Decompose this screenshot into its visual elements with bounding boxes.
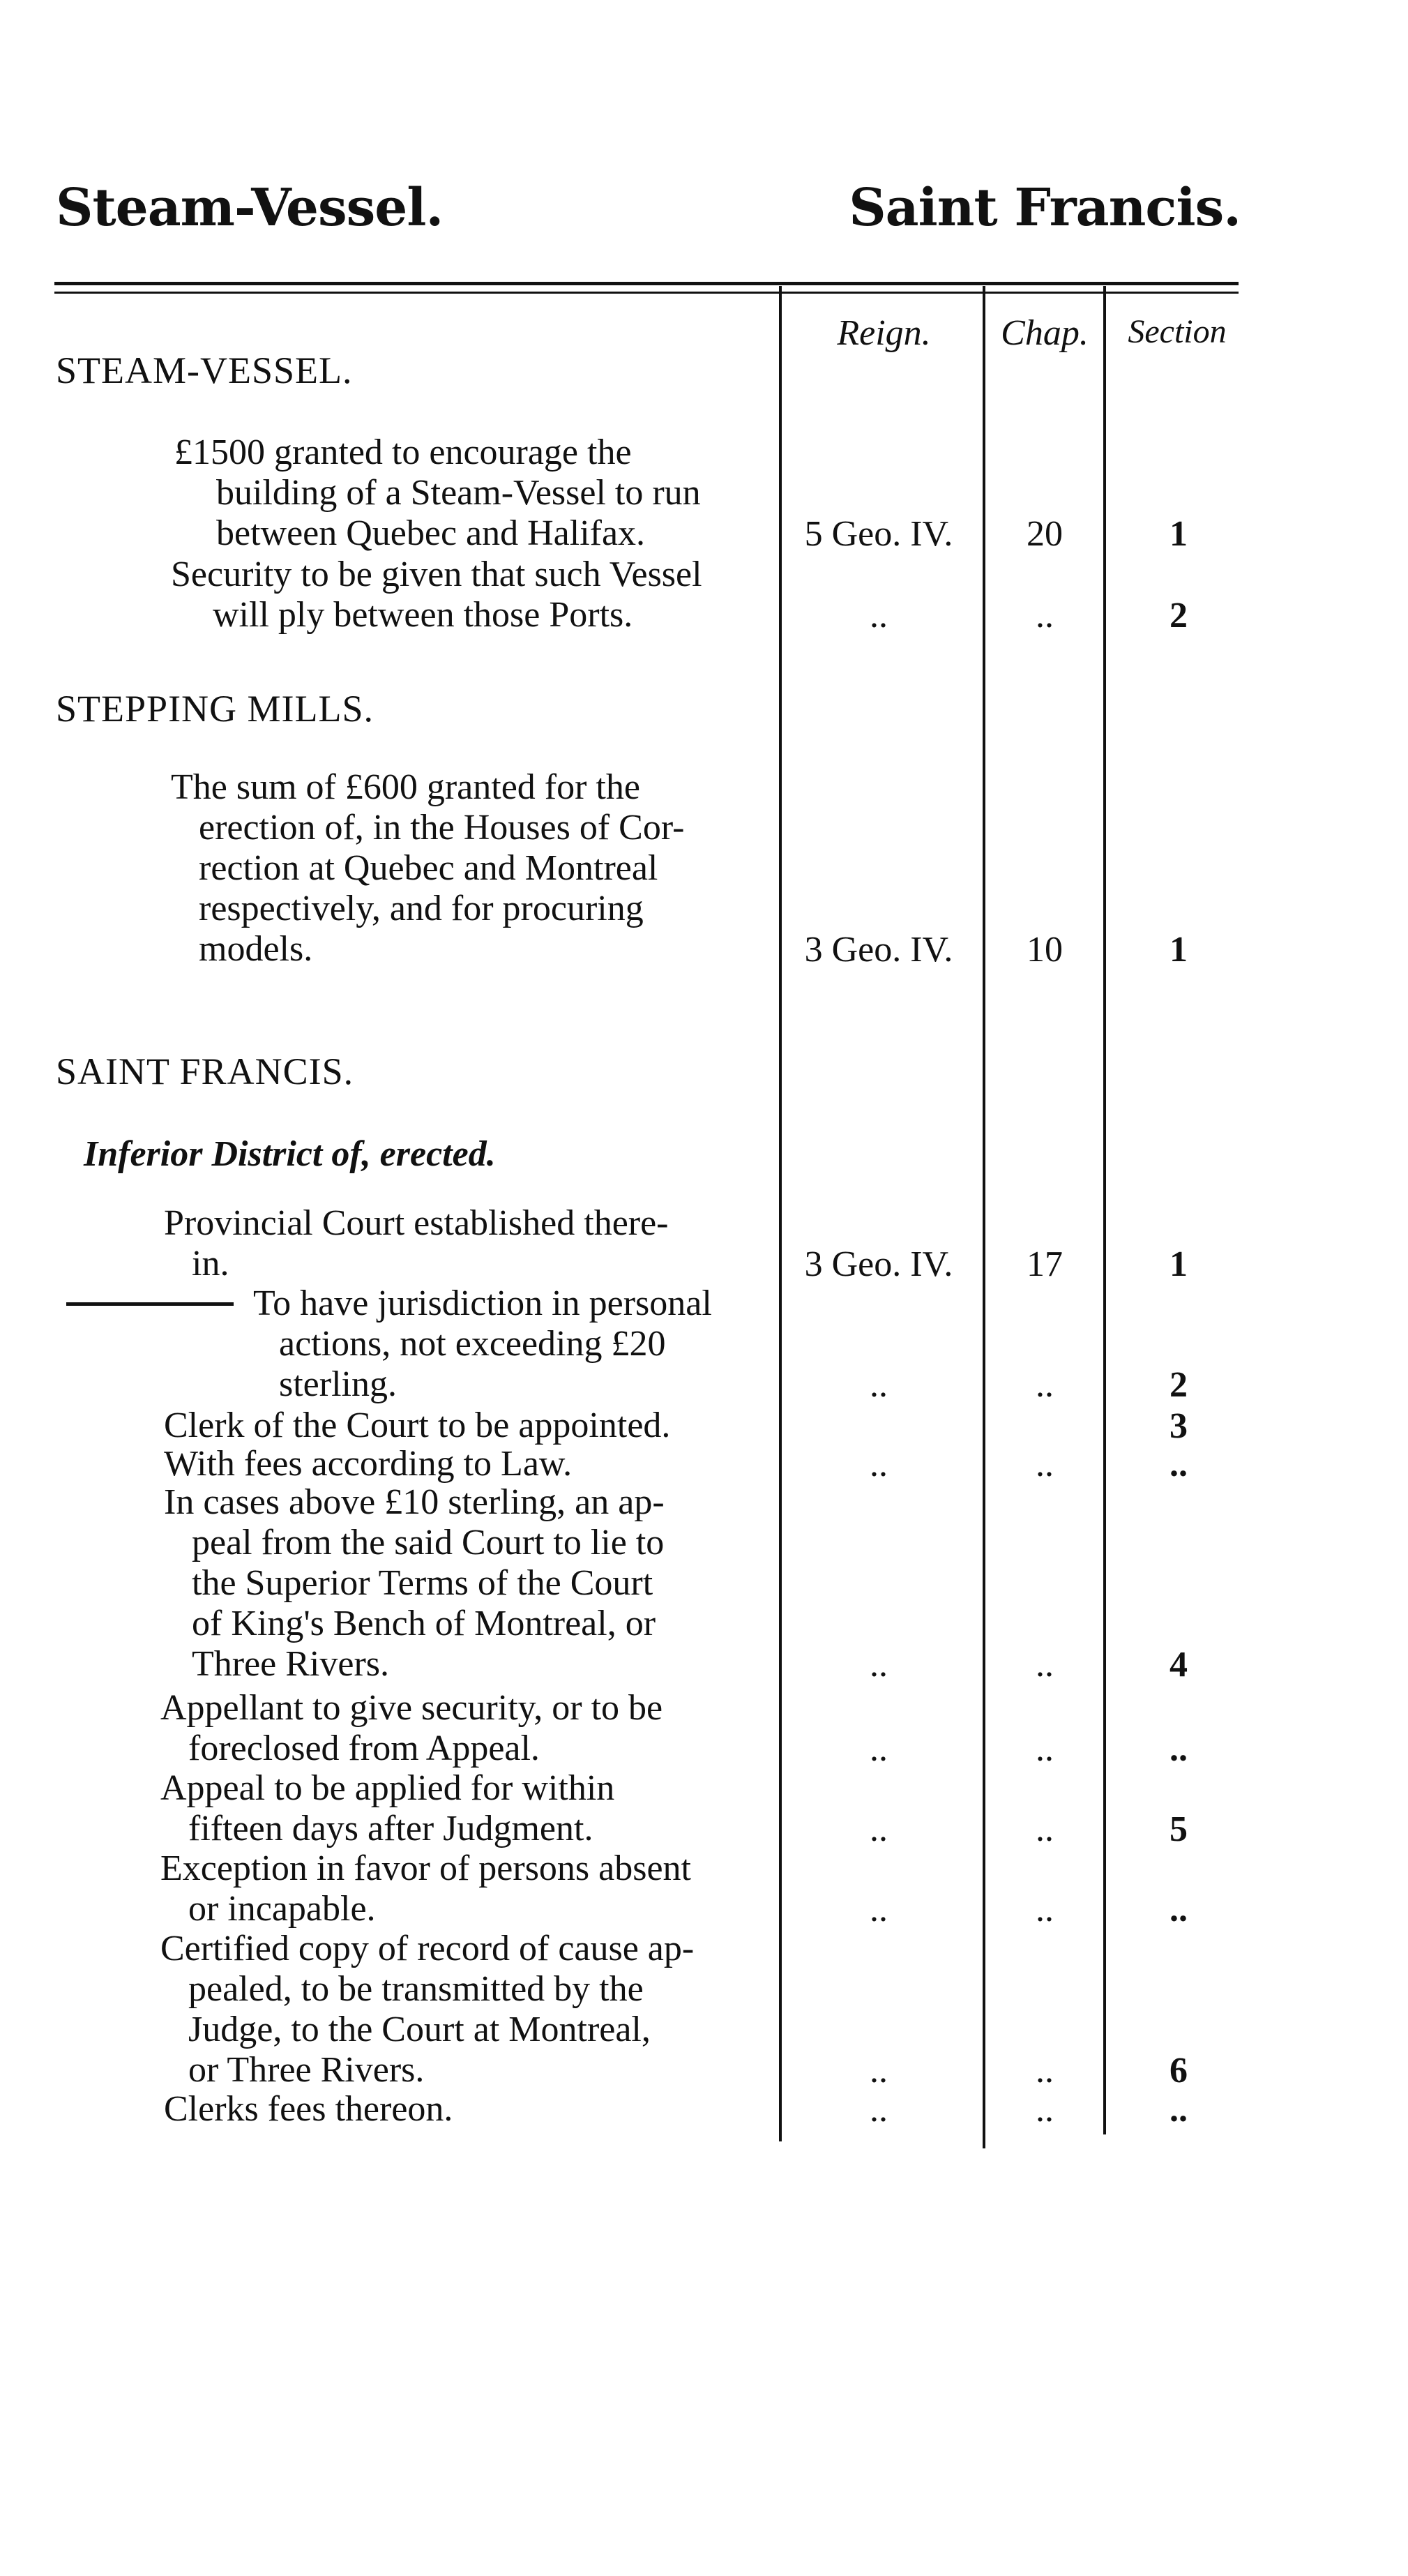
entry-text-line: the Superior Terms of the Court [192,1563,653,1603]
entry-text-line: Appeal to be applied for within [160,1768,615,1808]
section-cell: .. [1169,1445,1188,1484]
chapter-cell: 17 [1027,1244,1063,1284]
section-cell: .. [1169,2090,1188,2130]
reign-cell: .. [870,2051,888,2091]
entry-text-line: or Three Rivers. [188,2050,425,2090]
section-cell: 1 [1169,514,1188,554]
entry-text-line: With fees according to Law. [164,1444,573,1484]
entry-text-line: models. [199,929,313,969]
entry-text-line: actions, not exceeding £20 [279,1324,666,1364]
entry-text-line: Provincial Court established there- [164,1203,669,1243]
entry-text-line [66,1283,712,1324]
entry-text-line: Clerks fees thereon. [164,2089,453,2129]
entry-text-line: Certified copy of record of cause ap- [160,1929,695,1968]
entry-text-line: The sum of £600 granted for the [171,767,640,807]
entry-text: To have jurisdiction in personal [253,1283,712,1323]
entry-text-line: Security to be given that such Vessel [171,555,702,594]
reign-cell: .. [870,1365,888,1405]
entry-text-line: Three Rivers. [192,1644,390,1684]
chapter-cell: .. [1036,1365,1054,1405]
chapter-cell: .. [1036,1890,1054,1929]
chapter-cell: .. [1036,1645,1054,1685]
reign-cell: 5 Geo. IV. [804,514,953,554]
header-rule-thick [54,282,1239,285]
reign-cell: .. [870,596,888,635]
entry-text-line: pealed, to be transmitted by the [188,1969,644,2009]
section-cell: 1 [1169,1244,1188,1284]
chapter-cell: .. [1036,1729,1054,1769]
entry-text-line: foreclosed from Appeal. [188,1728,540,1768]
chapter-cell: .. [1036,2051,1054,2091]
reign-cell: .. [870,2090,888,2130]
section-cell: 1 [1169,930,1188,970]
running-head-left: Steam-Vessel. [56,178,444,238]
chapter-cell: 10 [1027,930,1063,970]
entry-text-line: of King's Bench of Montreal, or [192,1604,656,1643]
reign-cell: .. [870,1729,888,1769]
section-cell: 3 [1169,1406,1188,1446]
reign-cell: 3 Geo. IV. [804,1244,953,1284]
entry-text-line: Judge, to the Court at Montreal, [188,2010,651,2049]
entry-text-line: rection at Quebec and Montreal [199,848,658,888]
column-header-chap: Chap. [1001,313,1089,353]
entry-text-line: £1500 granted to encourage the [174,432,632,472]
section-cell: 6 [1169,2051,1188,2091]
section-heading-saint-francis: SAINT FRANCIS. [56,1050,354,1092]
entry-text-line: Appellant to give security, or to be [160,1688,663,1728]
section-heading-steam-vessel: STEAM-VESSEL. [56,349,353,391]
chapter-cell: .. [1036,596,1054,635]
running-head-right: Saint Francis. [849,178,1241,238]
column-divider-section [1103,286,1106,2134]
section-cell: 4 [1169,1645,1188,1685]
entry-text-line: erection of, in the Houses of Cor- [199,808,685,848]
entry-text-line: respectively, and for procuring [199,889,644,928]
reign-cell: .. [870,1445,888,1484]
entry-text-line: Exception in favor of persons absent [160,1848,692,1888]
entry-text-line: sterling. [279,1364,397,1404]
section-cell: .. [1169,1890,1188,1929]
entry-text-line: or incapable. [188,1889,376,1929]
reign-cell: .. [870,1809,888,1849]
section-heading-stepping-mills: STEPPING MILLS. [56,688,374,730]
entry-text-line: between Quebec and Halifax. [216,513,646,553]
section-cell: 2 [1169,596,1188,635]
entry-text-line: will ply between those Ports. [213,595,633,635]
reign-cell: 3 Geo. IV. [804,930,953,970]
entry-text-line: Clerk of the Court to be appointed. [164,1406,671,1445]
section-cell: 5 [1169,1809,1188,1849]
column-header-section: Section [1128,313,1227,350]
chapter-cell: .. [1036,2090,1054,2130]
reign-cell: .. [870,1890,888,1929]
entry-text-line: in. [192,1244,229,1283]
entry-text-line: building of a Steam-Vessel to run [216,473,701,513]
column-divider-reign [779,286,782,2141]
entry-text-line: fifteen days after Judgment. [188,1809,593,1848]
section-cell: 2 [1169,1365,1188,1405]
chapter-cell: 20 [1027,514,1063,554]
subheading-inferior-district: Inferior District of, erected. [84,1134,496,1174]
entry-text-line: peal from the said Court to lie to [192,1523,665,1562]
reign-cell: .. [870,1645,888,1685]
chapter-cell: .. [1036,1809,1054,1849]
ditto-dash [66,1302,234,1306]
column-divider-chap [983,286,985,2148]
header-rule-thin [54,292,1239,294]
entry-text-line: In cases above £10 sterling, an ap- [164,1482,665,1522]
section-cell: .. [1169,1729,1188,1769]
column-header-reign: Reign. [837,313,931,353]
chapter-cell: .. [1036,1445,1054,1484]
